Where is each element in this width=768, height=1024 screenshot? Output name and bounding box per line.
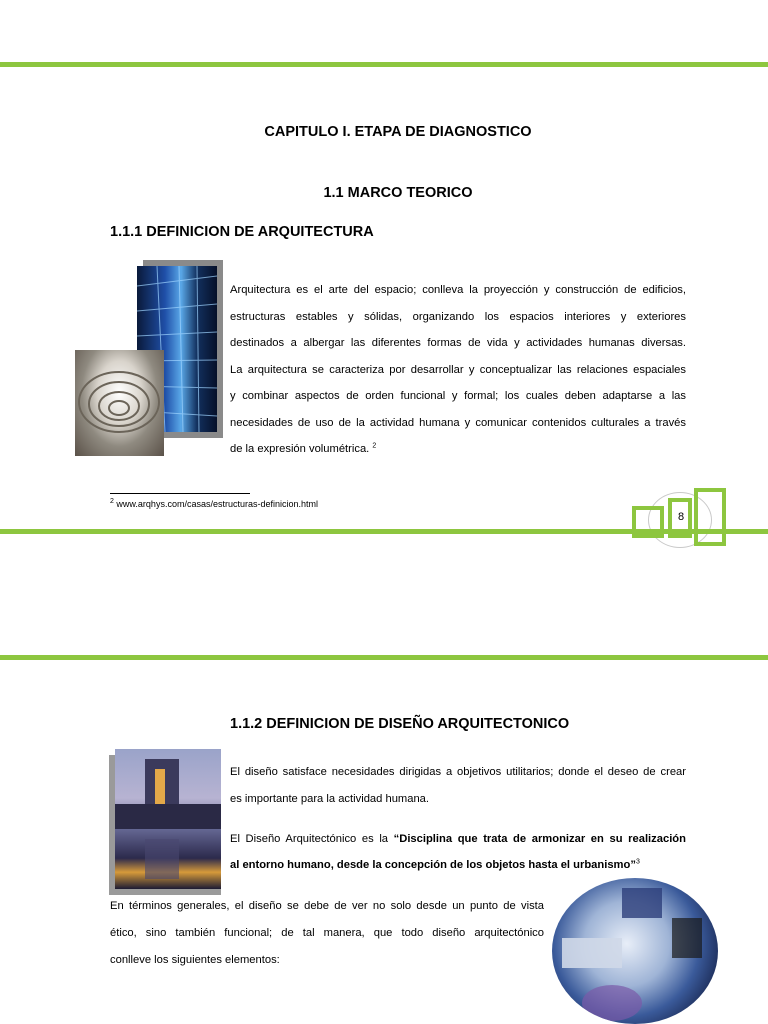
page-number-badge xyxy=(632,488,732,550)
paragraph-line: estructuras estables y sólidas, organizando los espacios interiores y exteriores xyxy=(230,310,686,323)
paragraph-line: es importante para la actividad humana. xyxy=(230,793,430,805)
footnote-reference: 3 xyxy=(635,858,640,866)
paragraph-line: necesidades de uso de la actividad humana y comunicar contenidos culturales a través xyxy=(230,416,686,429)
chapter-title: CAPITULO I. ETAPA DE DIAGNOSTICO xyxy=(264,124,532,140)
diseno-paragraph-2 xyxy=(230,826,686,878)
diseno-paragraph-1 xyxy=(230,759,686,813)
technology-globe-image xyxy=(552,878,718,1024)
footnote-reference: 2 xyxy=(372,442,377,450)
paragraph-line: La arquitectura se caracteriza por desarrollar y conceptualizar las relaciones espaciales xyxy=(230,363,686,376)
paragraph-lead: El Diseño Arquitectónico es la xyxy=(230,833,394,845)
paragraph-last-line xyxy=(230,436,686,463)
footnote-mark: 2 xyxy=(110,498,114,505)
paragraph-line: El diseño satisface necesidades dirigidas a objetivos utilitarios; donde el deseo de crear xyxy=(230,766,686,778)
arquitectura-paragraph xyxy=(230,277,686,463)
paragraph-line: destinados a albergar las diferentes formas de vida y actividades humanas diversas. xyxy=(230,337,686,349)
page-number: 8 xyxy=(678,511,685,523)
page-bottom-green-rule xyxy=(0,529,768,534)
subsection-title-diseno: 1.1.2 DEFINICION DE DISEÑO ARQUITECTONICO xyxy=(230,716,570,732)
page2-top-green-rule xyxy=(0,655,768,660)
subsection-title-arquitectura: 1.1.1 DEFINICION DE ARQUITECTURA xyxy=(110,224,374,240)
paragraph-line: conlleve los siguientes elementos: xyxy=(110,954,280,966)
paragraph-line xyxy=(230,852,686,878)
badge-square xyxy=(694,488,726,546)
paragraph-line: y combinar aspectos de orden funcional y formal; los cuales deben adaptarse a las xyxy=(230,390,686,402)
footnote-separator xyxy=(110,493,250,494)
footnote xyxy=(110,499,318,509)
paragraph-line: de la expresión volumétrica. xyxy=(230,443,370,455)
section-title: 1.1 MARCO TEORICO xyxy=(323,185,473,201)
paragraph-line: En términos generales, el diseño se debe de ver no solo desde un punto de vista xyxy=(110,900,544,912)
paragraph-line: ético, sino también funcional; de tal manera, que todo diseño arquitectónico xyxy=(110,927,544,939)
top-green-rule xyxy=(0,62,768,67)
quote-line: “Disciplina que trata de armonizar en su realización xyxy=(393,833,686,845)
quote-line: al entorno humano, desde la concepción de los objetos hasta el urbanismo” xyxy=(230,859,636,871)
paragraph-line xyxy=(230,826,686,852)
footnote-url: www.arqhys.com/casas/estructuras-definicion.html xyxy=(116,499,318,509)
paragraph-line: Arquitectura es el arte del espacio; conlleva la proyección y construcción de edificios, xyxy=(230,284,686,296)
diseno-paragraph-3 xyxy=(110,893,544,974)
tower-night-image xyxy=(115,749,221,889)
spiral-atrium-image xyxy=(75,350,164,456)
